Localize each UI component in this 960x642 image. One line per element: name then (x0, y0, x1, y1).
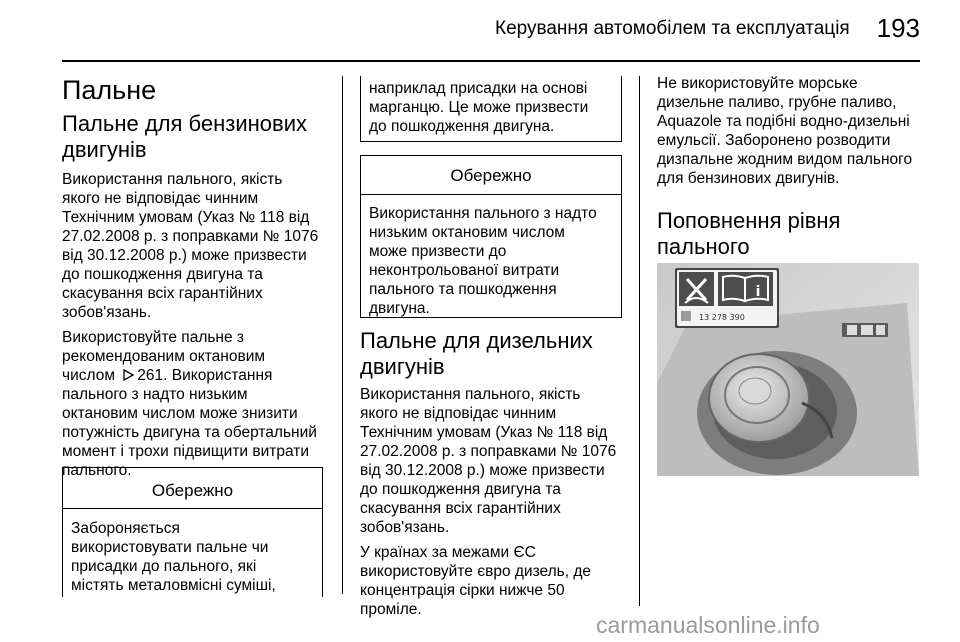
warning-text: Забороняється використовувати пальне чи присадки до пального, які містять металовмісні суміші, (71, 520, 276, 594)
manual-book-icon (718, 272, 773, 306)
paragraph-euro-diesel: У країнах за межами ЄС використовуйте євро дизель, де концентрація сірки нижче 50 проміле. (360, 544, 592, 618)
subsection-title-refuelling: Поповнення рівня пального (657, 208, 841, 259)
svg-text:i: i (755, 284, 761, 300)
section-title: Пальне (62, 75, 157, 105)
page-header-title: Керування автомобілем та експлуатація (495, 18, 850, 39)
paragraph-diesel-quality: Використання пального, якість якого не відповідає чинним Технічним умовам (Указ № 118 від 27.02.2008 р. з поправками № 1076 від 30.12.2008 р.) може призвести до пошкодження двигуна та скасування всіх гарантійних зобов'язань. (360, 386, 617, 536)
paragraph-petrol-quality: Використання пального, якість якого не відповідає чинним Технічним умовам (Указ № 118 від 27.02.2008 р. з поправками № 1076 від 30.12.2008 р.) може призвести до пошкодження двигуна та скасування всіх гарантійних зобов'язань. (62, 171, 319, 321)
subsection-title-diesel: Пальне для дизельних двигунів (360, 328, 593, 379)
warning-title: Обережно (151, 481, 234, 500)
column-divider-2 (639, 76, 640, 606)
subsection-title-petrol: Пальне для бензинових двигунів (62, 111, 308, 162)
watermark-text: carmanualsonline.info (596, 612, 820, 638)
warning-box-metal-additives (62, 467, 323, 597)
column-1 (62, 74, 330, 480)
page-reference[interactable]: 261. Використання (137, 367, 273, 384)
warning-text: Використання пального з надто низьким октановим числом може призвести до неконтрольованої витрати пального та пошкодження двигуна. (369, 205, 597, 317)
paragraph-octane: Використовуйте пальне з рекомендованим октановим числом 261. Використання пального з надто низьким октановим числом може знизити потужність двигуна та обертальний момент і трохи підвищити витрати пального. (62, 329, 317, 479)
page-number: 193 (876, 13, 920, 43)
label-code: 13 278 390 (699, 313, 745, 322)
warning-continued-text: наприклад присадки на основі марганцю. Це може призвести до пошкодження двигуна. (369, 80, 589, 135)
warning-title: Обережно (450, 166, 532, 185)
paragraph-marine-diesel: Не використовуйте морське дизельне паливо, грубне паливо, Aquazole та подібні водно-дизельні емульсії. Заборонено розводити дизпальне жодним видом пального для бензинових двигунів. (657, 75, 913, 187)
column-divider-1 (342, 76, 343, 594)
arrow-reference-icon (123, 369, 134, 381)
column-2-diesel (360, 328, 630, 619)
no-water-icon (679, 272, 714, 306)
column-3 (657, 74, 932, 260)
header-divider (62, 60, 920, 62)
fuel-filler-image (657, 263, 919, 476)
warning-continued-box (360, 76, 622, 142)
warning-box-low-octane (360, 155, 622, 318)
